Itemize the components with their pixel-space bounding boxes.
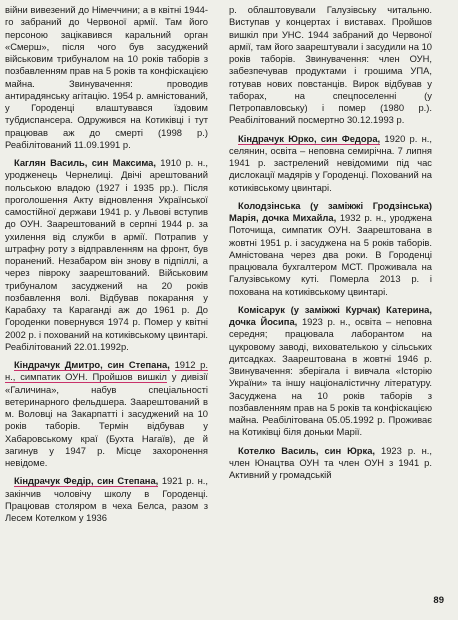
entry-kindrachuk-fedir [5, 475, 208, 524]
entry-heading: Комісарук (у заміжжі Курчак) Катерина, дочка Йосипа, [229, 303, 432, 327]
highlighted-text: 1912 р. н., симпатик ОУН. Пройшов вишкіл [5, 359, 208, 383]
entry-body [5, 359, 208, 469]
entry-heading-highlighted: Кіндрачук Федір, син Степана, [14, 475, 159, 487]
entry-kindrachuk-yurko [229, 133, 432, 194]
entry-text: 1910 р. н., уродженець Чернелиці. Двічі арештований польською владою (1927 і 1935 рр.). Після проголошення Акту відновлення Української самостійної держави 1941 р. у Львові вступив до ОУН. Заарештований в серпні 1944 р. за ухилення від служби в армії. Потрапив у штрафну роту з відправленням на фронт, був поранений. Незабаром він знову в підпіллі, а через півроку заарештований. Військовим трибуналом засуджений на 20 років позбавлення волі. Відбував покарання у Карабаху та Караганді аж до 1961 р. До Городенки повернувся 1974 р. Помер у квітні 2002 р. і похований на котиківському цвинтарі. Реабілітований 22.01.1992р. [5, 157, 208, 352]
entry-text: р. облаштовували Галузівську читальню. Виступав у концертах і виставах. Пройшов вишкіл при УНС. 1944 забраний до Червоної армії, там його заарештували і засудили на 10 років таборів. Звинувачення: член ОУН, забезпечував продуктами і грошима УПА, готував нових повстанців. Вирок відбував у таборах, на спецпоселенні (у Петропавловську) і помер (1980 р.). Реабілітований посмертно 30.12.1993 р. [229, 4, 432, 126]
entry-heading: Колодзінська (у заміжжі Гродзінська) Марія, дочка Михайла, [229, 199, 432, 223]
entry-kotelko-vasyl [229, 445, 432, 482]
entry-body [229, 200, 432, 298]
left-column [5, 4, 208, 530]
entry-continuation [229, 4, 432, 127]
entry-text: 1923 р. н., член Юнацтва ОУН та член ОУН з 1941 р. Активний у громадській [229, 444, 432, 480]
entry-heading-highlighted: Кіндрачук Юрко, син Федора, [238, 132, 381, 144]
right-column [229, 4, 432, 487]
entry-kolodzinska-mariia [229, 200, 432, 298]
entry-text: 1920 р. н., селянин, освіта – неповна семирічна. 7 липня 1941 р. застрелений невідомими під час дислокації мадярів у Городенці. Похований на котиківському цвинтарі. [229, 132, 432, 193]
entry-continuation [5, 4, 208, 151]
entry-body [229, 304, 432, 439]
entry-text: у дивізії «Галичина», набув спеціальності ветеринарного фельдшера. Заарештований в м. Воловці на Закарпатті і засуджений на 10 років таборів. Термін відбував у Хабаровському краї (Бухта Нагаїв), де й загинув у 1947 р. Місце захоронення невідоме. [5, 371, 208, 468]
entry-text: 1921 р. н., закінчив чоловічу школу в Городенці. Працював столяром в чеха Белса, разом з Лесем Котелком у 1936 [5, 475, 208, 523]
entry-heading-highlighted: Кіндрачук Дмитро, син Степана, [14, 359, 170, 370]
entry-body [229, 133, 432, 194]
entry-body [5, 157, 208, 353]
entry-text: війни вивезений до Німеччини; а в квітні 1944-го забраний до Червоної армії. Там його персоною зацікавився каральний орган «Смерш», після чого був засуджений військовим трибуналом на 10 років таборів з позбавленням прав на 5 років та конфіскацією майна. Звинувачення: проводив антирадянську агітацію. 1954 р. амністований, у Городенці влаштувався їздовим тубдиспансера. Одружився на Котиківці і тут працював аж до смерті (1998 р.) Реабілітований 11.09.1991 р. [5, 4, 208, 150]
entry-body [5, 475, 208, 524]
entry-heading: Каглян Василь, син Максима, [14, 157, 156, 168]
entry-text: 1932 р. н., уроджена Поточища, симпатик ОУН. Заарештована в жовтні 1951 р. і засуджена на 5 років таборів. Амністована через два роки. В Городенці працювала бухгалтером МСТ. Проживала на Галузівському куті. Померла 2013 р. і похована на котиківському цвинтарі. [229, 212, 433, 297]
page-number: 89 [433, 595, 444, 606]
entry-kahlian-vasyl [5, 157, 208, 353]
entry-komisaruk-kateryna [229, 304, 432, 439]
entry-kindrachuk-dmytro [5, 359, 208, 469]
entry-text: 1923 р. н., освіта – неповна середня; працювала лаборантом на цукровому заводі, вихователькою у сільських дитсадках. Заарештована в жовтні 1946 р. Звинувачення: зберігала і вивчала «Історію України» та іншу націоналістичну літературу. Засуджена на 10 років таборів з позбавленням прав на 5 років та конфіскацією майна. Реабілітована 05.05.1992 р. Проживає на Котиківці біля доньки Марії. [229, 316, 432, 438]
entry-body [229, 445, 432, 482]
entry-heading: Котелко Василь, син Юрка, [238, 444, 376, 456]
